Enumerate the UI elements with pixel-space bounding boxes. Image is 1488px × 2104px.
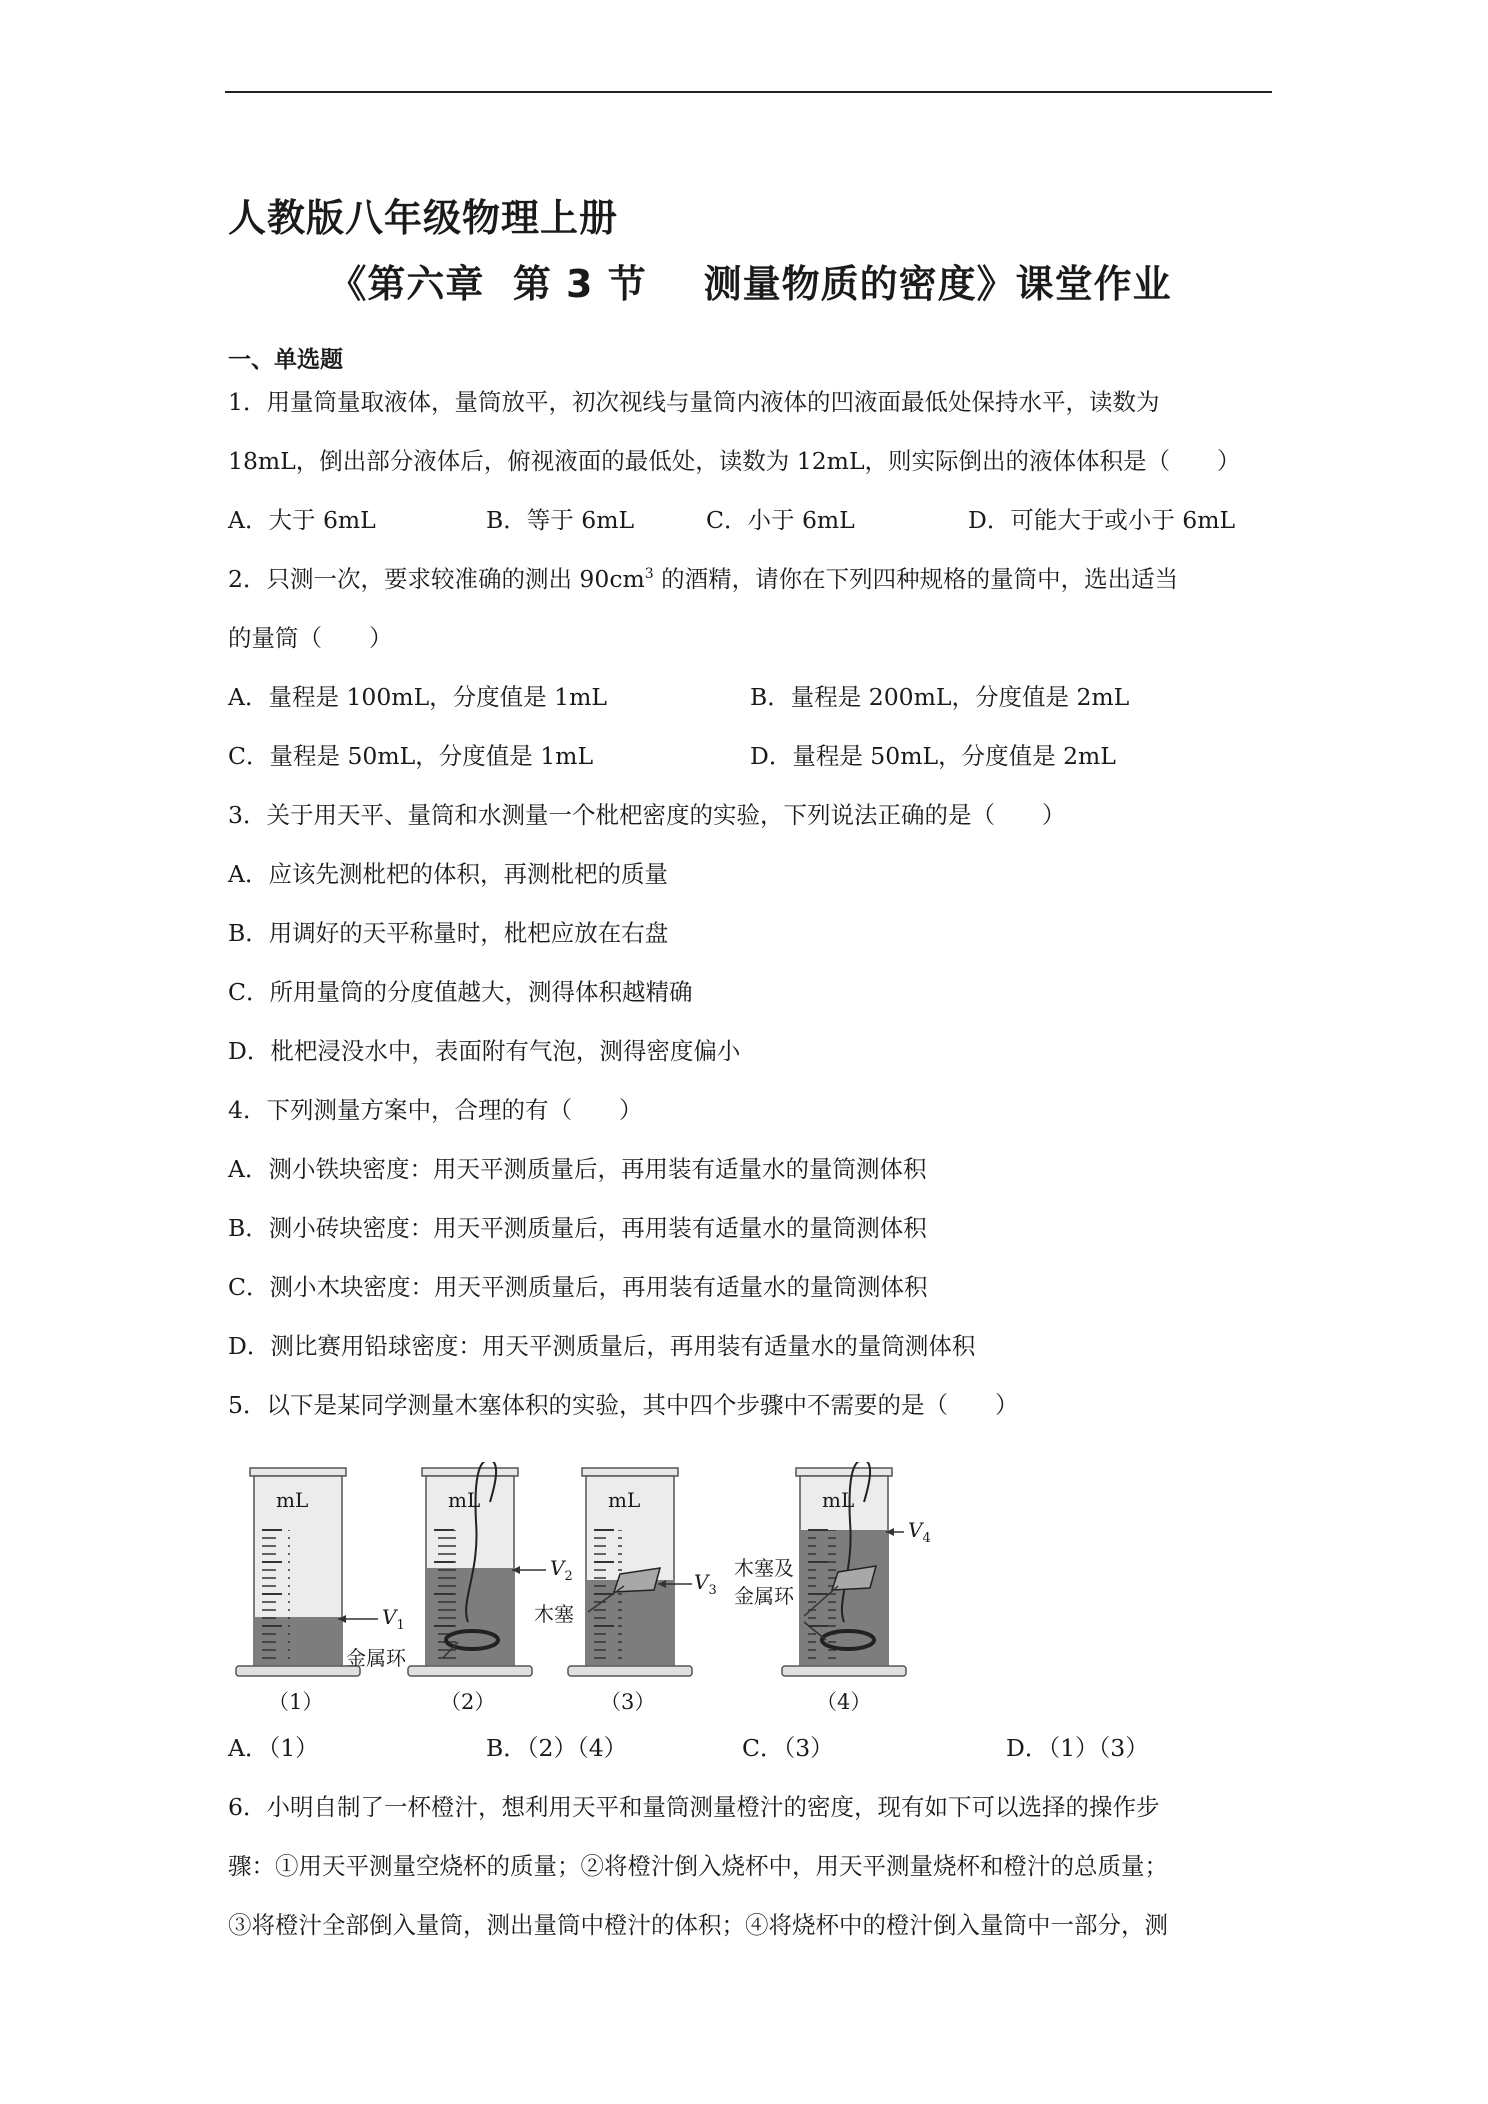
cylinder-3-unit: mL (608, 1488, 641, 1512)
q3-option-d[interactable]: D．枇杷浸没水中，表面附有气泡，测得密度偏小 (228, 1037, 741, 1065)
q2-option-c[interactable]: C．量程是 50mL，分度值是 1mL (228, 742, 594, 770)
q3-option-c[interactable]: C．所用量筒的分度值越大，测得体积越精确 (228, 978, 693, 1006)
question-2-text-a: 2．只测一次，要求较准确的测出 90cm (228, 565, 645, 593)
cork-label: 木塞 (534, 1602, 574, 1626)
q3-option-b[interactable]: B．用调好的天平称量时，枇杷应放在右盘 (228, 919, 669, 947)
q4-option-a[interactable]: A．测小铁块密度：用天平测质量后，再用装有适量水的量筒测体积 (228, 1155, 927, 1183)
q2-option-a[interactable]: A．量程是 100mL，分度值是 1mL (228, 683, 607, 711)
figure-caption-4: （4） (816, 1690, 872, 1714)
q1-option-a[interactable]: A．大于 6mL (228, 506, 376, 534)
header-rule (225, 91, 1272, 93)
question-6-line-1: 6．小明自制了一杯橙汁，想利用天平和量筒测量橙汁的密度，现有如下可以选择的操作步 (228, 1793, 1160, 1821)
cylinder-figure (228, 1462, 968, 1712)
question-5-stem: 5．以下是某同学测量木塞体积的实验，其中四个步骤中不需要的是（ ） (228, 1391, 1019, 1419)
cylinder-2-unit: mL (448, 1488, 481, 1512)
question-6-line-2: 骤：①用天平测量空烧杯的质量；②将橙汁倒入烧杯中，用天平测量烧杯和橙汁的总质量； (228, 1852, 1168, 1880)
q5-option-c[interactable]: C．（3） (742, 1734, 834, 1762)
v3-label: $V_3$ (694, 1570, 717, 1598)
question-1-line-1: 1．用量筒量取液体，量筒放平，初次视线与量筒内液体的凹液面最低处保持水平，读数为 (228, 388, 1160, 416)
q2-option-d[interactable]: D．量程是 50mL，分度值是 2mL (750, 742, 1116, 770)
section-heading: 一、单选题 (228, 347, 343, 373)
document-title: 人教版八年级物理上册 (228, 196, 619, 240)
metal-ring-label: 金属环 (346, 1646, 406, 1670)
cubic-superscript: 3 (644, 566, 654, 582)
q2-option-b[interactable]: B．量程是 200mL，分度值是 2mL (750, 683, 1130, 711)
cork-and-ring-label-1: 木塞及 (734, 1556, 794, 1580)
q1-option-b[interactable]: B．等于 6mL (486, 506, 635, 534)
question-2-line-2: 的量筒（ ） (228, 624, 393, 652)
q4-option-d[interactable]: D．测比赛用铅球密度：用天平测质量后，再用装有适量水的量筒测体积 (228, 1332, 976, 1360)
cylinder-4-unit: mL (822, 1488, 855, 1512)
q5-option-b[interactable]: B．（2）（4） (486, 1734, 628, 1762)
v2-label: $V_2$ (550, 1556, 573, 1584)
cylinder-illustration (228, 1462, 968, 1684)
figure-caption-3: （3） (600, 1690, 656, 1714)
question-3-stem: 3．关于用天平、量筒和水测量一个枇杷密度的实验，下列说法正确的是（ ） (228, 801, 1066, 829)
question-2-text-b: 的酒精，请你在下列四种规格的量筒中，选出适当 (653, 565, 1179, 593)
q4-option-b[interactable]: B．测小砖块密度：用天平测质量后，再用装有适量水的量筒测体积 (228, 1214, 927, 1242)
figure-caption-2: （2） (440, 1690, 496, 1714)
q5-option-a[interactable]: A．（1） (228, 1734, 319, 1762)
q1-option-d[interactable]: D．可能大于或小于 6mL (968, 506, 1236, 534)
question-6-line-3: ③将橙汁全部倒入量筒，测出量筒中橙汁的体积；④将烧杯中的橙汁倒入量筒中一部分，测 (228, 1911, 1168, 1939)
q3-option-a[interactable]: A．应该先测枇杷的体积，再测枇杷的质量 (228, 860, 668, 888)
q5-option-d[interactable]: D．（1）（3） (1006, 1734, 1149, 1762)
question-2-line-1 (228, 561, 1178, 597)
figure-caption-1: （1） (268, 1690, 324, 1714)
q1-option-c[interactable]: C．小于 6mL (706, 506, 855, 534)
document-subtitle: 《第六章 第 3 节 测量物质的密度》课堂作业 (328, 262, 1172, 306)
v1-label: $V_1$ (382, 1605, 405, 1633)
v4-label: $V_4$ (908, 1518, 931, 1546)
cork-and-ring-label-2: 金属环 (734, 1584, 794, 1608)
question-4-stem: 4．下列测量方案中，合理的有（ ） (228, 1096, 643, 1124)
q4-option-c[interactable]: C．测小木块密度：用天平测质量后，再用装有适量水的量筒测体积 (228, 1273, 928, 1301)
cylinder-1-unit: mL (276, 1488, 309, 1512)
question-1-line-2: 18mL，倒出部分液体后，俯视液面的最低处，读数为 12mL，则实际倒出的液体体积是（ ） (228, 447, 1241, 475)
